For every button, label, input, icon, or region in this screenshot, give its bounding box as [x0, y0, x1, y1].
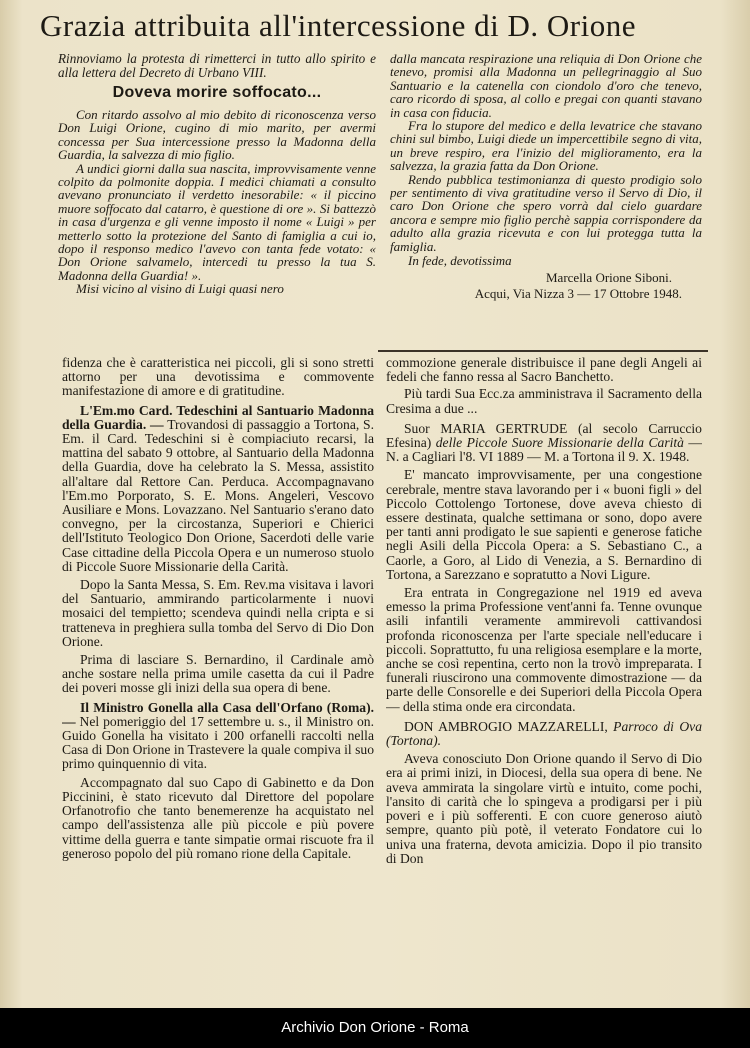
obituary-header: Suor MARIA GERTRUDE (al secolo Carruccio Efesina) delle Piccole Suore Missionarie della Carità — N. a Cagliari l'8. VI 1889 — M. a Tortona il 9. X. 1948. — [386, 420, 702, 465]
archive-footer: Archivio Don Orione - Roma — [0, 1008, 750, 1048]
news-paragraph: Prima di lasciare S. Bernardino, il Cardinale amò anche sostare nella prima umile casetta da cui il Padre dei poveri mosse gli inizi della sua opera di bene. — [62, 652, 374, 696]
news-paragraph: Dopo la Santa Messa, S. Em. Rev.ma visitava i lavori del Santuario, ammirando particolarmente i nuovi mosaici del tempietto; scendeva quindi nella cripta e si tratteneva in preghiera sulla tomba del Servo di Dio Don Orione. — [62, 577, 374, 649]
obituary-paragraph: Aveva conosciuto Don Orione quando il Servo di Dio era ai primi inizi, in Diocesi, della sua opera di bene. Ne aveva ammirata la singolare virtù e intuito, come pochi, l'ansito di carità che lo spingeva a prodigarsi per i più poveri e i più sofferenti. E con cuore generoso aiutò sempre, quanto più potè, il veterato Fondatore cui lo univa una fraterna, devota amicizia. Dopo il pio transito di Don — [386, 751, 702, 866]
signature-name: Marcella Orione Siboni. — [546, 269, 672, 285]
news-paragraph: commozione generale distribuisce il pane degli Angeli ai fedeli che fanno ressa al Sacro Banchetto. — [386, 356, 702, 385]
obituary-name: DON AMBROGIO MAZZARELLI, — [404, 718, 608, 734]
testimony-paragraph: dalla mancata respirazione una reliquia di Don Orione che tenevo, promisi alla Madonna un pellegrinaggio al Suo Santuario e la catenella con ciondolo d'oro che tenevo, caro ricordo di sposa, al collo e pregai con quanti stavano in casa con fiducia. — [390, 52, 702, 120]
lower-left-column — [62, 356, 374, 974]
news-paragraph: Accompagnato dal suo Capo di Gabinetto e da Don Piccinini, è stato ricevuto dal Direttore del popolare Orfanotrofio che tanto benemerenze ha acquistato nel campo dell'assistenza alle più piccole e più povere vittime della guerra e tante simpatie ormai riscuote fra il generoso popolo del più romano rione della Capitale. — [62, 774, 374, 861]
testimony-paragraph: Con ritardo assolvo al mio debito di riconoscenza verso Don Luigi Orione, cugino di mio marito, per avermi concessa per Sua intercessione presso la Madonna della Guardia, la salvezza di mio figlio. — [58, 107, 376, 163]
obituary-paragraph: Era entrata in Congregazione nel 1919 ed aveva emesso la prima Professione vent'anni fa. Tenne ovunque asili infantili veramente ammirevoli cattivandosi profonda riconoscenza per l'arte speciale nell'educare i piccoli. Soprattutto, fu una religiosa esemplare e la morte, anche se così repentina, certo non la trovò impreparata. I funerali riuscirono una commovente dimostrazione — da parte delle Consorelle e dei Superiori della Piccola Opera — della stima onde era circondata. — [386, 585, 702, 714]
testimony-paragraph: Misi vicino al visino di Luigi quasi nero — [76, 281, 284, 297]
news-headline: L'Em.mo Card. Tedeschini al Santuario Madonna della Guardia. — — [62, 402, 374, 432]
page-title: Grazia attribuita all'intercessione di D. Orione — [40, 8, 636, 43]
news-paragraph: L'Em.mo Card. Tedeschini al Santuario Madonna della Guardia. — Trovandosi di passaggio a Tortona, S. Em. il Card. Tedeschini si è compiaciuto recarsi, la mattina del sabato 9 ottobre, al Santuario della Madonna della Guardia, dove ha celebrato la S. Messa, assistito all'altare dal Rettore Can. Perduca. Accompagnavano l'Em.mo Porporato, S. E. Mons. Angeleri, Vescovo Ausiliare e Mons. Lovazzano. Nel Santuario s'erano dato convegno, per la circostanza, Superiori e Chierici dell'Istituto Teologico Don Orione, Sacerdoti delle varie Case cittadine della Piccola Opera e un numeroso stuolo di Piccole Suore Missionarie della Carità. — [62, 402, 374, 574]
article-heading: Doveva morire soffocato... — [112, 84, 322, 101]
obituary-name: Suor MARIA GERTRUDE — [404, 420, 568, 436]
signature-place-date: Acqui, Via Nizza 3 — 17 Ottobre 1948. — [474, 285, 682, 301]
testimony-paragraph: A undici giorni dalla sua nascita, improvvisamente venne colpito da polmonite doppia. I medici chiamati a consulto avevano pronunciato il verdetto inesorabile: « il piccino muore soffocato dal catarro, è questione di ore ». Si battezzò in casa d'urgenza e gli venne imposto il nome « Luigi » per metterlo sotto la protezione del Santo di famiglia a cui io, dopo il responso medico l'avevo con tanta fede votato: « Don Orione salvamelo, intercedi tu presso la tua S. Madonna della Guardia! ». — [58, 160, 376, 283]
news-headline: Il Ministro Gonella alla Casa dell'Orfano (Roma). — — [62, 699, 374, 729]
intro-protest: Rinnoviamo la protesta di rimetterci in tutto allo spirito e alla lettera del Decreto di Urbano VIII. — [58, 52, 376, 80]
upper-left-column — [58, 52, 376, 348]
obituary-header: DON AMBROGIO MAZZARELLI, Parroco di Ova (Tortona). — [386, 718, 702, 749]
news-paragraph: fidenza che è caratteristica nei piccoli, gli si sono stretti attorno per una devotissima e commovente manifestazione di amore e di gratitudine. — [62, 356, 374, 399]
testimony-paragraph: Rendo pubblica testimonianza di questo prodigio solo per sentimento di viva gratitudine verso il Servo di Dio, il caro Don Orione che spero vorrà dal cielo guardare ancora e sempre mio figlio perchè sappia corrispondere da adulto alla grazia ricevuta e con lui proteggа tutta la famiglia. — [390, 171, 702, 254]
lower-right-column — [386, 356, 702, 974]
section-divider — [378, 350, 708, 352]
testimony-paragraph: Fra lo stupore del medico e della levatrice che stavano chini sul bimbo, Luigi diede un impercettibile segno di vita, un breve respiro, era l'inizio del miglioramento, era la salvezza, la grazia fatta da Don Orione. — [390, 118, 702, 174]
closing-line: In fede, devotissima — [408, 253, 512, 269]
news-paragraph: Più tardi Sua Ecc.za amministrava il Sacramento della Cresima a due ... — [386, 386, 702, 416]
news-paragraph: Il Ministro Gonella alla Casa dell'Orfano (Roma). — Nel pomeriggio del 17 settembre u. s., il Ministro on. Guido Gonella ha visitato i 200 orfanelli raccolti nella Casa di Don Orione in Trastevere la quale compiva il suo primo quinquennio di vita. — [62, 699, 374, 772]
upper-right-column — [390, 52, 702, 352]
obituary-paragraph: E' mancato improvvisamente, per una congestione cerebrale, mentre stava lavorando per i « buoni figli » del Piccolo Cottolengo Tortonese, dove aveva chiesto di essere destinata, qualche settimana or sono, dopo avere per tanti anni prodigato le sue sapienti e generose fatiche negli Asili della Piccola Opera: a S. Sebastiano C., a Caorle, a Goro, al Lido di Venezia, a S. Bernardino di Tortona, a Sarezzano e sopratutto a Novi Ligure. — [386, 467, 702, 582]
